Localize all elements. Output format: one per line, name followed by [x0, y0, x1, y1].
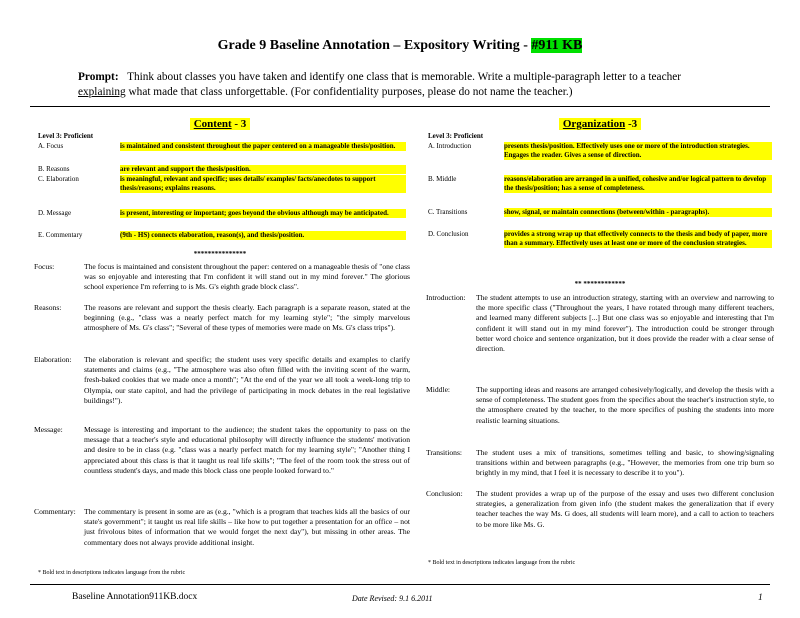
organization-note-text: The student uses a mix of transitions, sometimes telling and basic, to showing/signaling transitions within and between paragraphs (e.g., "However, the memories from one trip burn so brightly in my mind, that I feel it is necessary to describe it to you"). — [476, 448, 774, 478]
organization-rubric-label: C. Transitions — [428, 208, 468, 216]
content-note-label: Focus: — [34, 262, 55, 271]
footer-filename: Baseline Annotation911KB.docx — [72, 592, 198, 602]
organization-heading: Organization -3 — [420, 118, 780, 130]
organization-note-text: The supporting ideas and reasons are arranged cohesively/logically, and develop the thesis with a sense of completeness. The student goes from the specifics about the teacher's instruction style, to the atmosphere created by the teacher, to the more specifics of pushing the students into more realistic learning situations. — [476, 385, 774, 425]
top-rule — [30, 106, 770, 107]
organization-rubric-label: B. Middle — [428, 175, 457, 183]
prompt-label: Prompt: — [78, 71, 119, 83]
title-main: Grade 9 Baseline Annotation – Expository Writing - — [217, 38, 532, 53]
bottom-rule — [30, 584, 770, 585]
organization-note-text: The student attempts to use an introduction strategy, starting with an overview and narrowing to the more specific class ("Throughout the years, I have rotated through many different teachers, and learned many different subjects [...] But one class was so enjoyable and interesting that I'm confident it will stand out in my mind forever"). The introduction could be stronger through better word choice and sentence organization, but it does provide the reader with a clear sense of direction. — [476, 293, 774, 354]
content-note-label: Reasons: — [34, 303, 62, 312]
organization-level: Level 3: Proficient — [428, 132, 484, 140]
content-rubric-label: C. Elaboration — [38, 175, 79, 183]
content-note-text: Message is interesting and important to the audience; the student takes the opportunity to pass on the message that a teacher's style and educational philosophy will directly influence the students' motivation and desire to be in class (e.g. "class was a nearly perfect match for my learning style"; "Another thing I appreciated about this class is that it taught us real life skills"; "The feel of the room took the stress out of countless student's days, and made this block class one people looked forward to." — [84, 425, 410, 475]
content-level: Level 3: Proficient — [38, 132, 94, 140]
content-rubric — [38, 142, 408, 242]
content-heading: Content - 3 — [30, 118, 410, 130]
content-note-label: Message: — [34, 425, 63, 434]
content-notes — [34, 262, 412, 567]
organization-rubric-text: provides a strong wrap up that effectively connects to the thesis and body of paper, more than a summary. Effectively uses at least one or more of the conclusion strategies. — [504, 230, 772, 248]
footer-page: 1 — [758, 593, 763, 603]
content-rubric-label: A. Focus — [38, 142, 64, 150]
organization-rubric-text: show, signal, or maintain connections (between/within - paragraphs). — [504, 208, 772, 217]
organization-rubric-label: A. Introduction — [428, 142, 472, 150]
footer-date: Date Revised: 9.1 6.2011 — [352, 594, 433, 603]
organization-note-text: The student provides a wrap up of the purpose of the essay and uses two different conclusion strategies, a generalization from given info (the student makes the generalization that if every teacher teaches the way Ms. G does, all students will learn more), and a call to action to teachers to be more like Ms. G. — [476, 489, 774, 529]
organization-note-label: Transitions: — [426, 448, 463, 457]
prompt-line2: what made that class unforgettable. (For confidentiality purposes, please do not name the teacher.) — [125, 86, 573, 98]
content-rubric-text: is meaningful, relevant and specific; uses details/ examples/ facts/anecdotes to support thesis/reasons; explains reasons. — [120, 175, 406, 193]
organization-rubric-label: D. Conclusion — [428, 230, 469, 238]
content-rubric-text: are relevant and support the thesis/position. — [120, 165, 406, 174]
organization-note-label: Conclusion: — [426, 489, 463, 498]
prompt-underlined: explaining — [78, 86, 126, 98]
organization-stars: ** ************ — [574, 280, 626, 288]
prompt-line1: Think about classes you have taken and identify one class that is memorable. Write a multiple-paragraph letter to a teacher — [127, 71, 682, 83]
organization-rubric-text: reasons/elaboration are arranged in a unified, cohesive and/or logical pattern to develop the thesis/position; has a sense of completeness. — [504, 175, 772, 193]
content-rubric-text: is maintained and consistent throughout the paper centered on a manageable thesis/position. — [120, 142, 406, 151]
content-rubric-text: is present, interesting or important; goes beyond the obvious although may be anticipated. — [120, 209, 406, 218]
content-note-text: The elaboration is relevant and specific; the student uses very specific details and examples to clarify statements and claims (e.g., "The atmosphere was also often filled with the inviting scent of the warm, fresh-baked cookies that we made once a month"; "At the end of the year we all took a week-long trip to Olympia, our state capitol, and had the privilege of participating in mock debates in the real legislative buildings!"). — [84, 355, 410, 405]
document-title — [0, 38, 800, 54]
content-note-text: The reasons are relevant and support the thesis clearly. Each paragraph is a separate reason, stated at the beginning (e.g., "class was a nearly perfect match for my learning style"; "the simply marvelous atmosphere of Ms. G's class"; "Several of these types of memories were made on Ms. G's class trips"). — [84, 303, 410, 333]
content-note-label: Elaboration: — [34, 355, 72, 364]
content-note-text: The commentary is present in some are as (e.g., "which is a program that teaches kids all the basics of our state's government"; it taught us real life skills – like how to put together a presentation for an office – not just frivolous bites of information that we would forget the next day"), but missing in other areas. The commentary does not always provide additional insight. — [84, 507, 410, 547]
content-note: * Bold text in descriptions indicates language from the rubric — [38, 570, 186, 576]
title-highlight: #911 KB — [531, 38, 583, 53]
organization-rubric-text: presents thesis/position. Effectively uses one or more of the introduction strategies. Engages the reader. Gives a sense of direction. — [504, 142, 772, 160]
organization-note-label: Introduction: — [426, 293, 466, 302]
content-note-text: The focus is maintained and consistent throughout the paper: centered on a manageable thesis of "one class was so enjoyable and interesting that I'm confident it will stand out in my mind forever." The glorious school experience I'm referring to is Ms. G's eighth grade block class". — [84, 262, 410, 292]
content-rubric-text: (9th - HS) connects elaboration, reason(s), and thesis/position. — [120, 231, 406, 240]
content-stars: *************** — [193, 250, 247, 258]
content-rubric-label: D. Message — [38, 209, 72, 217]
content-note-label: Commentary: — [34, 507, 76, 516]
organization-note-label: Middle: — [426, 385, 451, 394]
prompt — [78, 70, 738, 100]
content-rubric-label: E. Commentary — [38, 231, 83, 239]
organization-note: * Bold text in descriptions indicates language from the rubric — [428, 560, 576, 566]
organization-rubric — [428, 142, 773, 247]
organization-notes — [426, 293, 776, 555]
content-rubric-label: B. Reasons — [38, 165, 70, 173]
